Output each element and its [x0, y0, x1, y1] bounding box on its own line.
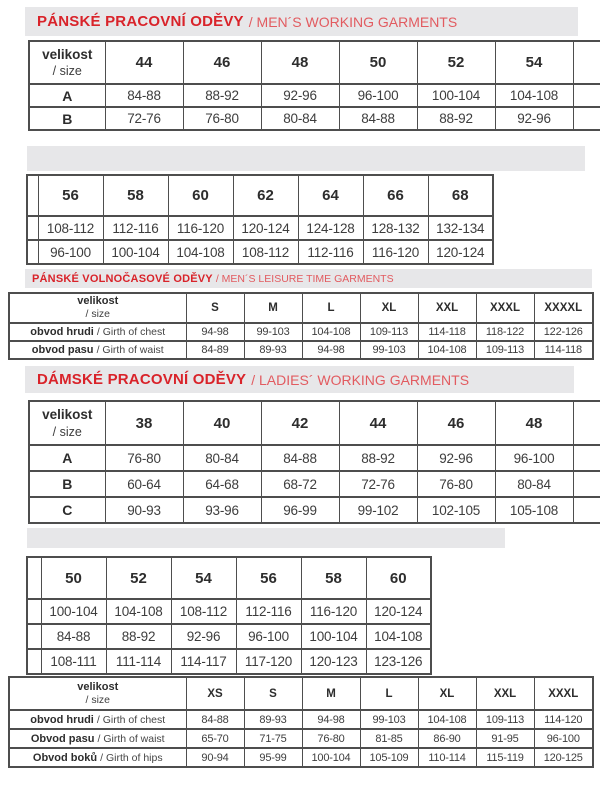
- corner-label-bold: velikost: [77, 680, 119, 693]
- size-value-cell: 90-94: [186, 748, 244, 767]
- size-value-cell: 80-84: [183, 445, 261, 471]
- column-header: XL: [418, 677, 476, 710]
- size-value-cell: 96-100: [534, 729, 593, 748]
- corner-cell: [9, 293, 186, 323]
- corner-label-bold: velikost: [42, 46, 93, 62]
- corner-cell: [27, 175, 38, 216]
- size-value-cell: 94-98: [302, 341, 360, 359]
- row-label-bold: Obvod pasu: [30, 732, 95, 745]
- size-value-cell: 102-105: [417, 497, 495, 523]
- size-value-cell: 80-84: [495, 471, 573, 497]
- row-label: [29, 107, 105, 130]
- size-value-cell: 72-76: [105, 107, 183, 130]
- column-header: XL: [360, 293, 418, 323]
- size-value-cell: 88-92: [339, 445, 417, 471]
- section-title-english: / MEN´S LEISURE TIME GARMENTS: [215, 272, 394, 285]
- column-header: 58: [103, 175, 168, 216]
- clipped-column-cell: [573, 401, 600, 445]
- size-value-cell: 95-99: [244, 748, 302, 767]
- size-value-cell: 112-116: [103, 216, 168, 240]
- size-value-cell: 68-72: [261, 471, 339, 497]
- size-value-cell: 104-108: [495, 84, 573, 107]
- size-value-cell: 84-88: [41, 624, 106, 649]
- table-mens-working-sizes-44-54-grid: [28, 40, 600, 131]
- clipped-column-cell: [573, 41, 600, 84]
- size-value-cell: 116-120: [168, 216, 233, 240]
- table-mens-working-sizes-56-68-grid: [26, 174, 494, 265]
- corner-label-light: / size: [52, 424, 82, 439]
- corner-cell: [27, 557, 41, 599]
- column-header: 60: [168, 175, 233, 216]
- size-value-cell: 104-108: [366, 624, 431, 649]
- empty-lead-cell: [27, 624, 41, 649]
- column-header: XS: [186, 677, 244, 710]
- row-label: [9, 748, 186, 767]
- size-value-cell: 108-112: [38, 216, 103, 240]
- size-value-cell: 96-100: [339, 84, 417, 107]
- column-header: 42: [261, 401, 339, 445]
- section-title-czech: DÁMSKÉ PRACOVNÍ ODĚVY: [37, 371, 247, 388]
- column-header: XXL: [476, 677, 534, 710]
- section-title-czech: PÁNSKÉ VOLNOČASOVÉ ODĚVY: [32, 272, 213, 285]
- size-value-cell: 86-90: [418, 729, 476, 748]
- size-value-cell: 104-108: [106, 599, 171, 624]
- size-value-cell: 109-113: [476, 710, 534, 729]
- size-value-cell: 94-98: [302, 710, 360, 729]
- size-value-cell: 96-100: [38, 240, 103, 264]
- size-value-cell: 120-124: [233, 216, 298, 240]
- column-header: 64: [298, 175, 363, 216]
- clipped-column-cell: [573, 445, 600, 471]
- size-value-cell: 84-88: [339, 107, 417, 130]
- size-value-cell: 110-114: [418, 748, 476, 767]
- column-header: S: [244, 677, 302, 710]
- size-value-cell: 84-88: [261, 445, 339, 471]
- section-divider-band: [27, 528, 505, 548]
- size-value-cell: 114-118: [418, 323, 476, 341]
- size-value-cell: 88-92: [417, 107, 495, 130]
- size-value-cell: 105-109: [360, 748, 418, 767]
- table-ladies-leisure-sizes-grid: [8, 676, 594, 768]
- row-label: [9, 710, 186, 729]
- size-value-cell: 76-80: [417, 471, 495, 497]
- corner-cell: [9, 677, 186, 710]
- column-header: 48: [261, 41, 339, 84]
- size-value-cell: 123-126: [366, 649, 431, 674]
- table-ladies-working-sizes-38-48-grid: [28, 400, 600, 524]
- row-label: [9, 729, 186, 748]
- row-label-bold: Obvod boků: [32, 751, 98, 764]
- section-title-english: / MEN´S WORKING GARMENTS: [248, 13, 458, 30]
- column-header: M: [302, 677, 360, 710]
- clipped-column-cell: [573, 107, 600, 130]
- corner-label-light: / size: [52, 64, 82, 79]
- size-value-cell: 92-96: [495, 107, 573, 130]
- size-value-cell: 89-93: [244, 710, 302, 729]
- size-value-cell: 64-68: [183, 471, 261, 497]
- size-value-cell: 100-104: [302, 748, 360, 767]
- column-header: 62: [233, 175, 298, 216]
- size-value-cell: 99-103: [360, 710, 418, 729]
- column-header: 56: [38, 175, 103, 216]
- size-value-cell: 112-116: [298, 240, 363, 264]
- size-value-cell: 111-114: [106, 649, 171, 674]
- size-value-cell: 122-126: [534, 323, 593, 341]
- size-value-cell: 80-84: [261, 107, 339, 130]
- size-value-cell: 118-122: [476, 323, 534, 341]
- row-label: [29, 84, 105, 107]
- table-ladies-working-sizes-38-48: [28, 400, 600, 524]
- column-header: 54: [171, 557, 236, 599]
- size-value-cell: 105-108: [495, 497, 573, 523]
- empty-lead-cell: [27, 599, 41, 624]
- size-value-cell: 117-120: [236, 649, 301, 674]
- corner-label-bold: velikost: [77, 295, 119, 308]
- size-value-cell: 99-102: [339, 497, 417, 523]
- size-value-cell: 116-120: [301, 599, 366, 624]
- row-label-light: / Girth of chest: [96, 326, 166, 338]
- section-header-mens-working: [25, 7, 578, 36]
- size-value-cell: 76-80: [183, 107, 261, 130]
- size-value-cell: 76-80: [302, 729, 360, 748]
- size-value-cell: 84-88: [105, 84, 183, 107]
- size-value-cell: 109-113: [476, 341, 534, 359]
- size-value-cell: 100-104: [417, 84, 495, 107]
- column-header: 50: [41, 557, 106, 599]
- row-label-bold: B: [62, 476, 73, 492]
- size-value-cell: 96-100: [495, 445, 573, 471]
- size-value-cell: 109-113: [360, 323, 418, 341]
- column-header: L: [360, 677, 418, 710]
- section-header-mens-leisure: [25, 269, 592, 288]
- size-value-cell: 96-100: [236, 624, 301, 649]
- row-label: [29, 471, 105, 497]
- size-value-cell: 88-92: [106, 624, 171, 649]
- size-value-cell: 72-76: [339, 471, 417, 497]
- column-header: 54: [495, 41, 573, 84]
- table-ladies-leisure-sizes: [8, 676, 594, 768]
- column-header: L: [302, 293, 360, 323]
- section-header-ladies-working: [25, 366, 574, 393]
- column-header: S: [186, 293, 244, 323]
- size-value-cell: 92-96: [261, 84, 339, 107]
- column-header: 48: [495, 401, 573, 445]
- clipped-column-cell: [573, 471, 600, 497]
- row-label-bold: obvod hrudi: [30, 326, 94, 338]
- row-label-bold: C: [62, 502, 73, 518]
- clipped-column-cell: [573, 497, 600, 523]
- size-value-cell: 104-108: [168, 240, 233, 264]
- section-divider-band: [27, 146, 585, 171]
- size-value-cell: 120-124: [366, 599, 431, 624]
- corner-label-light: / size: [85, 693, 110, 706]
- size-value-cell: 108-111: [41, 649, 106, 674]
- size-value-cell: 84-88: [186, 710, 244, 729]
- column-header: XXXL: [534, 677, 593, 710]
- row-label-light: / Girth of waist: [97, 732, 165, 745]
- row-label: [29, 497, 105, 523]
- row-label-bold: obvod hrudi: [30, 713, 94, 726]
- row-label: [9, 323, 186, 341]
- size-value-cell: 96-99: [261, 497, 339, 523]
- column-header: M: [244, 293, 302, 323]
- size-value-cell: 76-80: [105, 445, 183, 471]
- size-value-cell: 88-92: [183, 84, 261, 107]
- corner-label-bold: velikost: [42, 407, 93, 423]
- row-label-light: / Girth of chest: [96, 713, 166, 726]
- size-value-cell: 108-112: [233, 240, 298, 264]
- column-header: 56: [236, 557, 301, 599]
- size-value-cell: 104-108: [418, 341, 476, 359]
- size-value-cell: 115-119: [476, 748, 534, 767]
- column-header: 46: [417, 401, 495, 445]
- size-value-cell: 91-95: [476, 729, 534, 748]
- size-value-cell: 104-108: [418, 710, 476, 729]
- row-label-light: / Girth of waist: [96, 344, 164, 356]
- row-label-bold: obvod pasu: [31, 344, 94, 356]
- column-header: 60: [366, 557, 431, 599]
- size-value-cell: 71-75: [244, 729, 302, 748]
- table-ladies-working-sizes-50-60: [26, 556, 432, 675]
- size-value-cell: 99-103: [244, 323, 302, 341]
- size-value-cell: 60-64: [105, 471, 183, 497]
- size-value-cell: 100-104: [301, 624, 366, 649]
- column-header: 46: [183, 41, 261, 84]
- column-header: 44: [105, 41, 183, 84]
- column-header: 66: [363, 175, 428, 216]
- column-header: 52: [417, 41, 495, 84]
- table-mens-leisure-sizes: [8, 292, 594, 360]
- corner-cell: [29, 401, 105, 445]
- size-value-cell: 100-104: [103, 240, 168, 264]
- row-label: [29, 445, 105, 471]
- size-value-cell: 120-125: [534, 748, 593, 767]
- size-value-cell: 104-108: [302, 323, 360, 341]
- size-value-cell: 93-96: [183, 497, 261, 523]
- column-header: 50: [339, 41, 417, 84]
- size-value-cell: 116-120: [363, 240, 428, 264]
- table-mens-working-sizes-44-54: [28, 40, 600, 131]
- table-mens-working-sizes-56-68: [26, 174, 494, 265]
- size-value-cell: 84-89: [186, 341, 244, 359]
- row-label-light: / Girth of hips: [100, 751, 163, 764]
- row-label-bold: B: [62, 110, 73, 127]
- size-value-cell: 128-132: [363, 216, 428, 240]
- corner-cell: [29, 41, 105, 84]
- size-value-cell: 65-70: [186, 729, 244, 748]
- column-header: 40: [183, 401, 261, 445]
- size-value-cell: 112-116: [236, 599, 301, 624]
- column-header: 68: [428, 175, 493, 216]
- size-value-cell: 114-120: [534, 710, 593, 729]
- column-header: XXXL: [476, 293, 534, 323]
- size-value-cell: 81-85: [360, 729, 418, 748]
- row-label-bold: A: [62, 87, 73, 104]
- corner-label-light: / size: [85, 308, 110, 321]
- table-mens-leisure-sizes-grid: [8, 292, 594, 360]
- column-header: 44: [339, 401, 417, 445]
- size-value-cell: 108-112: [171, 599, 236, 624]
- size-value-cell: 94-98: [186, 323, 244, 341]
- size-value-cell: 100-104: [41, 599, 106, 624]
- size-value-cell: 90-93: [105, 497, 183, 523]
- row-label: [9, 341, 186, 359]
- row-label-bold: A: [62, 450, 73, 466]
- size-value-cell: 92-96: [417, 445, 495, 471]
- size-value-cell: 124-128: [298, 216, 363, 240]
- size-value-cell: 120-124: [428, 240, 493, 264]
- size-value-cell: 114-117: [171, 649, 236, 674]
- column-header: 52: [106, 557, 171, 599]
- size-value-cell: 92-96: [171, 624, 236, 649]
- section-title-english: / LADIES´ WORKING GARMENTS: [251, 371, 470, 388]
- column-header: XXXXL: [534, 293, 593, 323]
- column-header: 38: [105, 401, 183, 445]
- empty-lead-cell: [27, 649, 41, 674]
- size-value-cell: 120-123: [301, 649, 366, 674]
- column-header: XXL: [418, 293, 476, 323]
- size-value-cell: 132-134: [428, 216, 493, 240]
- column-header: 58: [301, 557, 366, 599]
- size-value-cell: 114-118: [534, 341, 593, 359]
- empty-lead-cell: [27, 240, 38, 264]
- table-ladies-working-sizes-50-60-grid: [26, 556, 432, 675]
- clipped-column-cell: [573, 84, 600, 107]
- empty-lead-cell: [27, 216, 38, 240]
- section-title-czech: PÁNSKÉ PRACOVNÍ ODĚVY: [37, 13, 244, 30]
- size-value-cell: 99-103: [360, 341, 418, 359]
- size-value-cell: 89-93: [244, 341, 302, 359]
